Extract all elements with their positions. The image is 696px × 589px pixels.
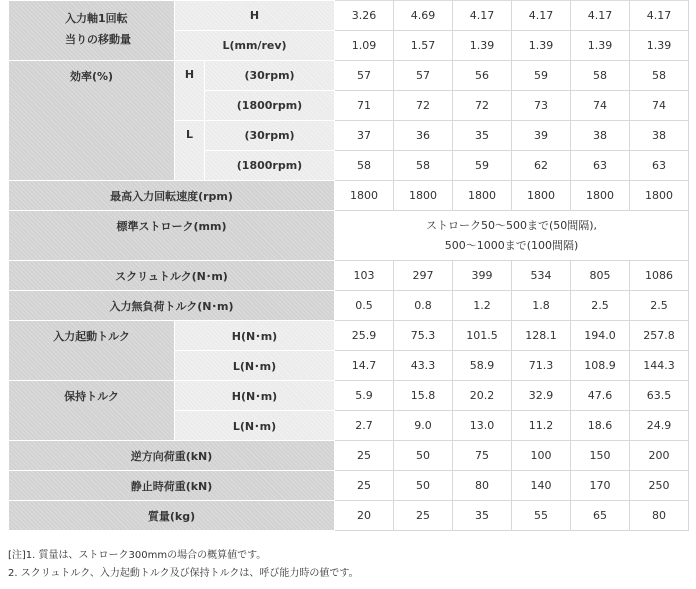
row-label: スクリュトルク(N･m) <box>9 261 335 291</box>
table-cell: 11.2 <box>512 411 571 441</box>
table-cell: 36 <box>394 121 453 151</box>
table-cell: 1800 <box>512 181 571 211</box>
table-row <box>9 441 689 471</box>
footnote-2: 2. スクリュトルク、入力起動トルク及び保持トルクは、呼び能力時の値です。 <box>8 568 359 579</box>
table-row <box>9 61 689 91</box>
table-cell: 1800 <box>394 181 453 211</box>
row-label: L(mm/rev) <box>175 31 335 61</box>
table-cell: 200 <box>630 441 689 471</box>
table-cell: 4.17 <box>512 1 571 31</box>
table-cell: 57 <box>394 61 453 91</box>
table-cell: 13.0 <box>453 411 512 441</box>
table-cell: 50 <box>394 471 453 501</box>
row-label: 逆方向荷重(kN) <box>9 441 335 471</box>
table-cell: 1.09 <box>335 31 394 61</box>
table-cell: 0.8 <box>394 291 453 321</box>
table-cell: 20 <box>335 501 394 531</box>
row-label: L(N･m) <box>175 411 335 441</box>
table-cell: 18.6 <box>571 411 630 441</box>
row-sub-label: H <box>175 61 205 121</box>
table-cell: 25 <box>335 471 394 501</box>
table-cell: 1800 <box>630 181 689 211</box>
table-cell: 63 <box>571 151 630 181</box>
row-group-label: 入力起動トルク <box>9 321 175 381</box>
spec-table <box>8 0 689 531</box>
table-cell: 1086 <box>630 261 689 291</box>
table-cell: 128.1 <box>512 321 571 351</box>
table-cell: 2.7 <box>335 411 394 441</box>
table-cell: 20.2 <box>453 381 512 411</box>
table-cell: 50 <box>394 441 453 471</box>
table-cell: 1.39 <box>453 31 512 61</box>
table-cell: 58 <box>571 61 630 91</box>
table-cell: 75 <box>453 441 512 471</box>
table-cell: 72 <box>453 91 512 121</box>
table-cell: 140 <box>512 471 571 501</box>
row-label: (1800rpm) <box>205 91 335 121</box>
table-cell: 74 <box>630 91 689 121</box>
table-row <box>9 471 689 501</box>
row-label: (30rpm) <box>205 121 335 151</box>
table-cell: 1800 <box>335 181 394 211</box>
table-cell: 1.39 <box>571 31 630 61</box>
table-cell: 4.17 <box>630 1 689 31</box>
table-cell: 170 <box>571 471 630 501</box>
table-cell: 15.8 <box>394 381 453 411</box>
stroke-note: ストローク50～500まで(50間隔), 500～1000まで(100間隔) <box>335 211 689 261</box>
table-cell: 101.5 <box>453 321 512 351</box>
table-cell: 58 <box>335 151 394 181</box>
table-cell: 71 <box>335 91 394 121</box>
table-row <box>9 211 689 261</box>
row-label: 静止時荷重(kN) <box>9 471 335 501</box>
row-label: 最高入力回転速度(rpm) <box>9 181 335 211</box>
row-label: (1800rpm) <box>205 151 335 181</box>
table-cell: 72 <box>394 91 453 121</box>
table-cell: 32.9 <box>512 381 571 411</box>
row-sub-label: L <box>175 121 205 181</box>
table-cell: 65 <box>571 501 630 531</box>
footnotes <box>8 547 359 583</box>
table-cell: 38 <box>630 121 689 151</box>
table-cell: 297 <box>394 261 453 291</box>
table-cell: 80 <box>453 471 512 501</box>
table-cell: 1.2 <box>453 291 512 321</box>
table-cell: 2.5 <box>571 291 630 321</box>
table-cell: 73 <box>512 91 571 121</box>
table-cell: 75.3 <box>394 321 453 351</box>
table-row <box>9 261 689 291</box>
table-cell: 1.57 <box>394 31 453 61</box>
row-label: 標準ストローク(mm) <box>9 211 335 261</box>
row-label: 質量(kg) <box>9 501 335 531</box>
table-cell: 4.17 <box>571 1 630 31</box>
table-cell: 399 <box>453 261 512 291</box>
row-label: (30rpm) <box>205 61 335 91</box>
table-cell: 9.0 <box>394 411 453 441</box>
table-cell: 57 <box>335 61 394 91</box>
table-cell: 35 <box>453 501 512 531</box>
table-cell: 59 <box>453 151 512 181</box>
table-cell: 71.3 <box>512 351 571 381</box>
table-cell: 25 <box>335 441 394 471</box>
row-group-label: 効率(%) <box>9 61 175 181</box>
row-label: 入力無負荷トルク(N･m) <box>9 291 335 321</box>
table-cell: 100 <box>512 441 571 471</box>
table-cell: 58 <box>630 61 689 91</box>
table-cell: 39 <box>512 121 571 151</box>
table-row <box>9 291 689 321</box>
table-cell: 250 <box>630 471 689 501</box>
table-row <box>9 1 689 31</box>
row-label: H(N･m) <box>175 381 335 411</box>
table-cell: 59 <box>512 61 571 91</box>
table-cell: 103 <box>335 261 394 291</box>
table-cell: 55 <box>512 501 571 531</box>
table-cell: 63 <box>630 151 689 181</box>
table-cell: 25.9 <box>335 321 394 351</box>
table-cell: 58.9 <box>453 351 512 381</box>
table-cell: 144.3 <box>630 351 689 381</box>
table-cell: 257.8 <box>630 321 689 351</box>
table-cell: 47.6 <box>571 381 630 411</box>
table-row <box>9 381 689 411</box>
table-cell: 63.5 <box>630 381 689 411</box>
table-cell: 35 <box>453 121 512 151</box>
table-cell: 1.8 <box>512 291 571 321</box>
table-cell: 56 <box>453 61 512 91</box>
table-cell: 534 <box>512 261 571 291</box>
table-cell: 4.69 <box>394 1 453 31</box>
table-cell: 194.0 <box>571 321 630 351</box>
table-cell: 38 <box>571 121 630 151</box>
table-cell: 4.17 <box>453 1 512 31</box>
table-cell: 14.7 <box>335 351 394 381</box>
table-cell: 37 <box>335 121 394 151</box>
table-cell: 58 <box>394 151 453 181</box>
table-cell: 62 <box>512 151 571 181</box>
table-row <box>9 321 689 351</box>
table-cell: 1.39 <box>512 31 571 61</box>
table-row <box>9 181 689 211</box>
table-cell: 25 <box>394 501 453 531</box>
footnote-1: [注]1. 質量は、ストローク300mmの場合の概算値です。 <box>8 550 267 561</box>
table-cell: 150 <box>571 441 630 471</box>
table-cell: 108.9 <box>571 351 630 381</box>
table-cell: 1800 <box>453 181 512 211</box>
table-cell: 1.39 <box>630 31 689 61</box>
table-cell: 24.9 <box>630 411 689 441</box>
table-cell: 0.5 <box>335 291 394 321</box>
table-row <box>9 501 689 531</box>
table-cell: 1800 <box>571 181 630 211</box>
table-cell: 3.26 <box>335 1 394 31</box>
table-cell: 805 <box>571 261 630 291</box>
table-cell: 74 <box>571 91 630 121</box>
row-label: L(N･m) <box>175 351 335 381</box>
table-cell: 43.3 <box>394 351 453 381</box>
row-label: H <box>175 1 335 31</box>
row-group-label: 入力軸1回転 当りの移動量 <box>9 1 175 61</box>
row-group-label: 保持トルク <box>9 381 175 441</box>
table-cell: 5.9 <box>335 381 394 411</box>
table-cell: 2.5 <box>630 291 689 321</box>
table-cell: 80 <box>630 501 689 531</box>
row-label: H(N･m) <box>175 321 335 351</box>
